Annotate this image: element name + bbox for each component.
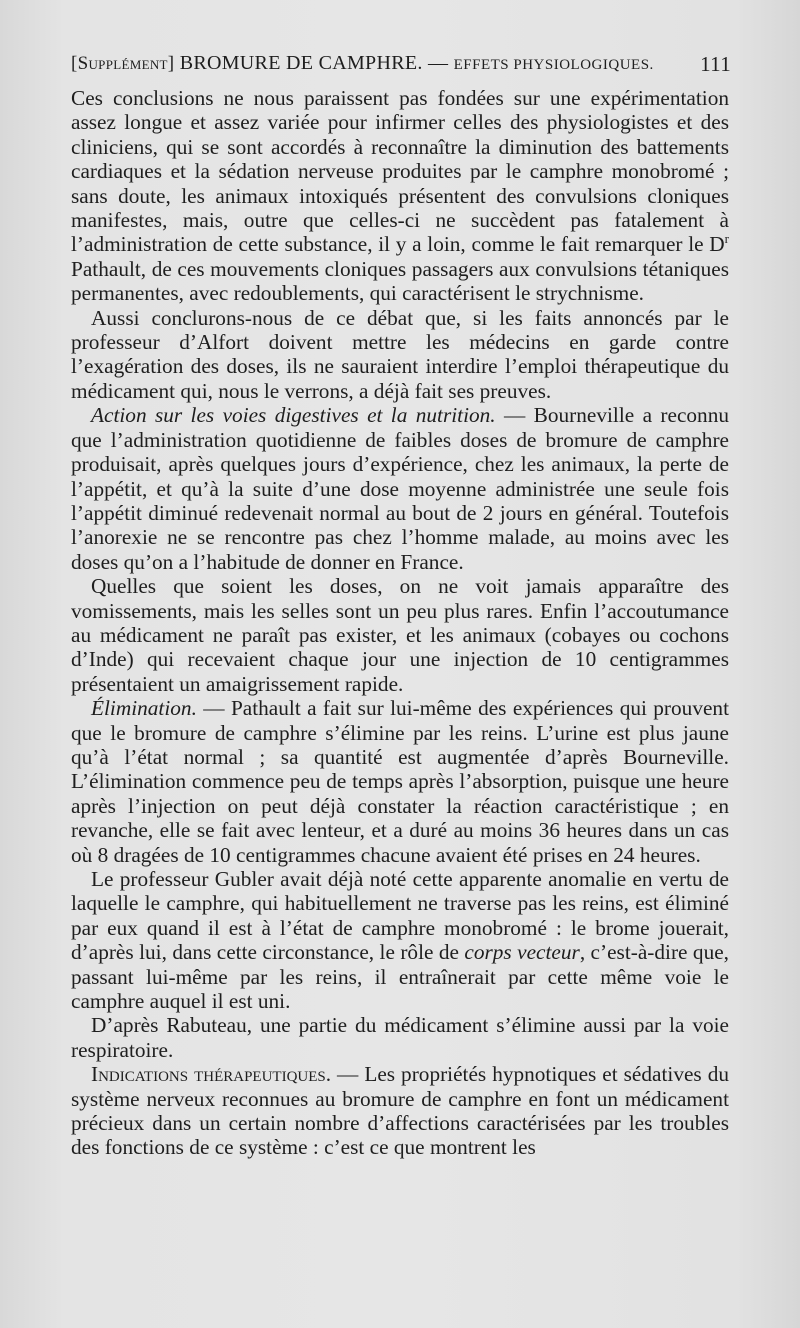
paragraph-3-text: — Bourneville a reconnu que l’administration quotidienne de faibles doses de bromure de camphre produisait, après quelques jours d’expérience, chez les animaux, la perte de l’appétit, et qu’à la suite d’une dose moyenne administrée une seule fois l’appétit diminué redevenait normal au bout de 2 jours en général. Toutefois l’anorexie ne se rencontre pas chez l’homme malade, au moins avec les doses qu’on a l’habitude de donner en France. [71, 403, 729, 574]
section-title-digestion: Action sur les voies digestives et la nutrition. [91, 403, 496, 428]
header-section: [Supplément] [71, 53, 175, 74]
running-header [71, 52, 731, 82]
page-body [71, 86, 729, 1160]
section-title-elimination: Élimination. [91, 696, 197, 721]
paragraph-8 [71, 1062, 729, 1160]
paragraph-6-end: , c’est-à-dire que, passant lui-même par les reins, il entraînerait par cette même voie le camphre auquel il est uni. [71, 940, 729, 1014]
header-text [71, 52, 654, 75]
paragraph-2: Aussi conclurons-nous de ce débat que, si les faits annoncés par le professeur d’Alfort doivent mettre les médecins en garde contre l’exagération des doses, ils ne sauraient interdire l’emploi thérapeutique du médicament qui, nous le verrons, a déjà fait ses preuves. [71, 305, 729, 403]
paragraph-1-end: Pathault, de ces mouvements cloniques passagers aux convulsions tétaniques permanentes, avec redoublements, qui caractérisent le strychnisme. [71, 256, 729, 306]
paragraph-3 [71, 403, 729, 574]
section-title-indications: Indications thérapeutiques. [91, 1062, 332, 1087]
paragraph-5 [71, 696, 729, 867]
paragraph-1-text: Ces conclusions ne nous paraissent pas fondées sur une expérimentation assez longue et assez variée pour infirmer celles des physiologistes et des cliniciens, qui se sont accordés à reconnaître la diminution des battements cardiaques et la sédation nerveuse produites par le camphre monobromé ; sans doute, les animaux intoxiqués présentent des convulsions cloniques manifestes, mais, outre que celles-ci ne succèdent pas fatalement à l’administration de cette substance, il y a loin, comme le fait remarquer le D [71, 86, 729, 257]
paragraph-7: D’après Rabuteau, une partie du médicament s’élimine aussi par la voie respiratoire. [71, 1013, 729, 1062]
paragraph-6 [71, 867, 729, 1013]
paragraph-6-italic: corps vecteur [464, 940, 580, 965]
paragraph-8-text: — Les propriétés hypnotiques et sédatives du système nerveux reconnues au bromure de camphre en font un médicament précieux dans un certain nombre d’affections caractérisées par les troubles des fonctions de ce système : c’est ce que montrent les [71, 1062, 729, 1160]
paragraph-5-text: — Pathault a fait sur lui-même des expériences qui prouvent que le bromure de camphre s’élimine par les reins. L’urine est plus jaune qu’à l’état normal ; sa quantité est augmentée d’après Bourneville. L’élimination commence peu de temps après l’absorption, puisque une heure après l’injection on peut déjà constater la réaction caractéristique ; en revanche, elle se fait avec lenteur, et a duré au moins 36 heures dans un cas où 8 dragées de 10 centigrammes chacune avaient été prises en 24 heures. [71, 696, 729, 867]
doctor-superscript: r [724, 231, 729, 247]
paragraph-1 [71, 86, 729, 306]
header-dash: — [427, 52, 449, 74]
page-number: 111 [700, 52, 731, 76]
header-subtitle: EFFETS PHYSIOLOGIQUES. [453, 57, 654, 73]
paragraph-4: Quelles que soient les doses, on ne voit jamais apparaître des vomissements, mais les selles sont un peu plus rares. Enfin l’accoutumance au médicament ne paraît pas exister, et les animaux (cobayes ou cochons d’Inde) qui recevaient chaque jour une injection de 10 centigrammes présentaient un amaigrissement rapide. [71, 574, 729, 696]
paragraph-6-text: Le professeur Gubler avait déjà noté cette apparente anomalie en vertu de laquelle le camphre, qui habituellement ne traverse pas les reins, est éliminé par eux quand il est à l’état de camphre monobromé : le brome jouerait, d’après lui, dans cette circonstance, le rôle de [71, 867, 729, 965]
header-title: BROMURE DE CAMPHRE. [179, 52, 423, 74]
